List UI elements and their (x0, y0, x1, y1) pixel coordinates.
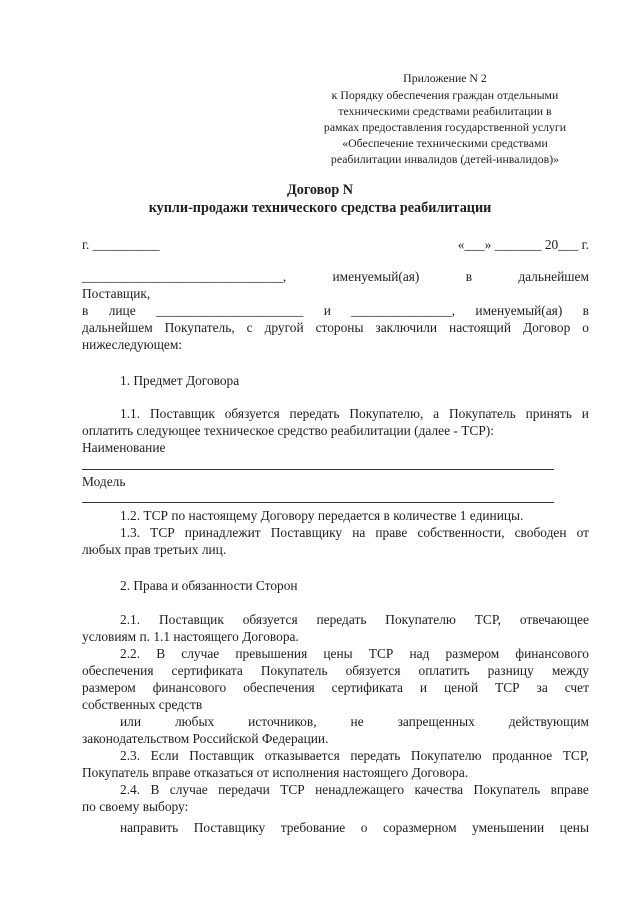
contract-subtitle: купли-продажи технического средства реабилитации (148, 200, 492, 216)
paragraph-line: по своему выбору: (82, 799, 189, 814)
model-field-line (82, 502, 554, 503)
appendix-line: техническими средствами реабилитации в (338, 104, 552, 118)
paragraph-line: оплатить следующее техническое средство реабилитации (далее - ТСР): (82, 423, 494, 438)
paragraph-line: законодательством Российской Федерации. (82, 731, 329, 746)
paragraph-line: 2.3. Если Поставщик отказывается передать Покупателю проданное ТСР, (120, 748, 589, 763)
paragraph-line: размером финансового обеспечения сертификата и ценой ТСР за счет (82, 680, 589, 695)
appendix-line: реабилитации инвалидов (детей-инвалидов)» (330, 152, 560, 166)
appendix-line: к Порядку обеспечения граждан отдельными (331, 88, 559, 102)
paragraph-line: 2.2. В случае превышения цены ТСР над размером финансового (120, 646, 589, 661)
paragraph-line: обеспечения сертификата Покупатель обязуется оплатить разницу между (82, 663, 589, 678)
name-field-line (82, 469, 554, 470)
model-label: Модель (82, 474, 126, 489)
paragraph-line: условиям п. 1.1 настоящего Договора. (82, 629, 299, 644)
parties-line: ______________________________, именуемый(ая) в дальнейшем (82, 269, 589, 284)
parties-line: нижеследующем: (82, 337, 183, 352)
paragraph-line: или любых источников, не запрещенных действующим (120, 714, 589, 729)
paragraph-line: 1.3. ТСР принадлежит Поставщику на праве собственности, свободен от (120, 525, 589, 540)
appendix-line: рамках предоставления государственной услуги (323, 120, 567, 134)
city-field: г. __________ (82, 237, 160, 252)
parties-line: дальнейшем Покупатель, с другой стороны заключили настоящий Договор о (82, 320, 589, 335)
date-field: «___» _______ 20___ г. (457, 237, 589, 252)
contract-title: Договор N (286, 182, 354, 198)
paragraph-line: 1.1. Поставщик обязуется передать Покупателю, а Покупатель принять и (120, 406, 589, 421)
section-title: 2. Права и обязанности Сторон (120, 578, 298, 593)
paragraph-line: любых прав третьих лиц. (82, 542, 227, 557)
appendix-line: «Обеспечение техническими средствами (342, 136, 548, 150)
paragraph-line: собственных средств (82, 697, 203, 712)
paragraph-line: Покупатель вправе отказаться от исполнения настоящего Договора. (82, 765, 469, 780)
paragraph-line: 1.2. ТСР по настоящему Договору передается в количестве 1 единицы. (120, 508, 524, 523)
name-label: Наименование (82, 440, 166, 455)
paragraph-line: 2.1. Поставщик обязуется передать Покупателю ТСР, отвечающее (120, 612, 589, 627)
section-title: 1. Предмет Договора (120, 373, 240, 388)
parties-line: Поставщик, (82, 286, 151, 301)
paragraph-line: направить Поставщику требование о соразмерном уменьшении цены (120, 820, 589, 835)
paragraph-line: 2.4. В случае передачи ТСР ненадлежащего качества Покупатель вправе (120, 782, 589, 797)
appendix-title: Приложение N 2 (403, 71, 487, 85)
parties-line: в лице ______________________ и _______________, именуемый(ая) в (82, 303, 589, 318)
